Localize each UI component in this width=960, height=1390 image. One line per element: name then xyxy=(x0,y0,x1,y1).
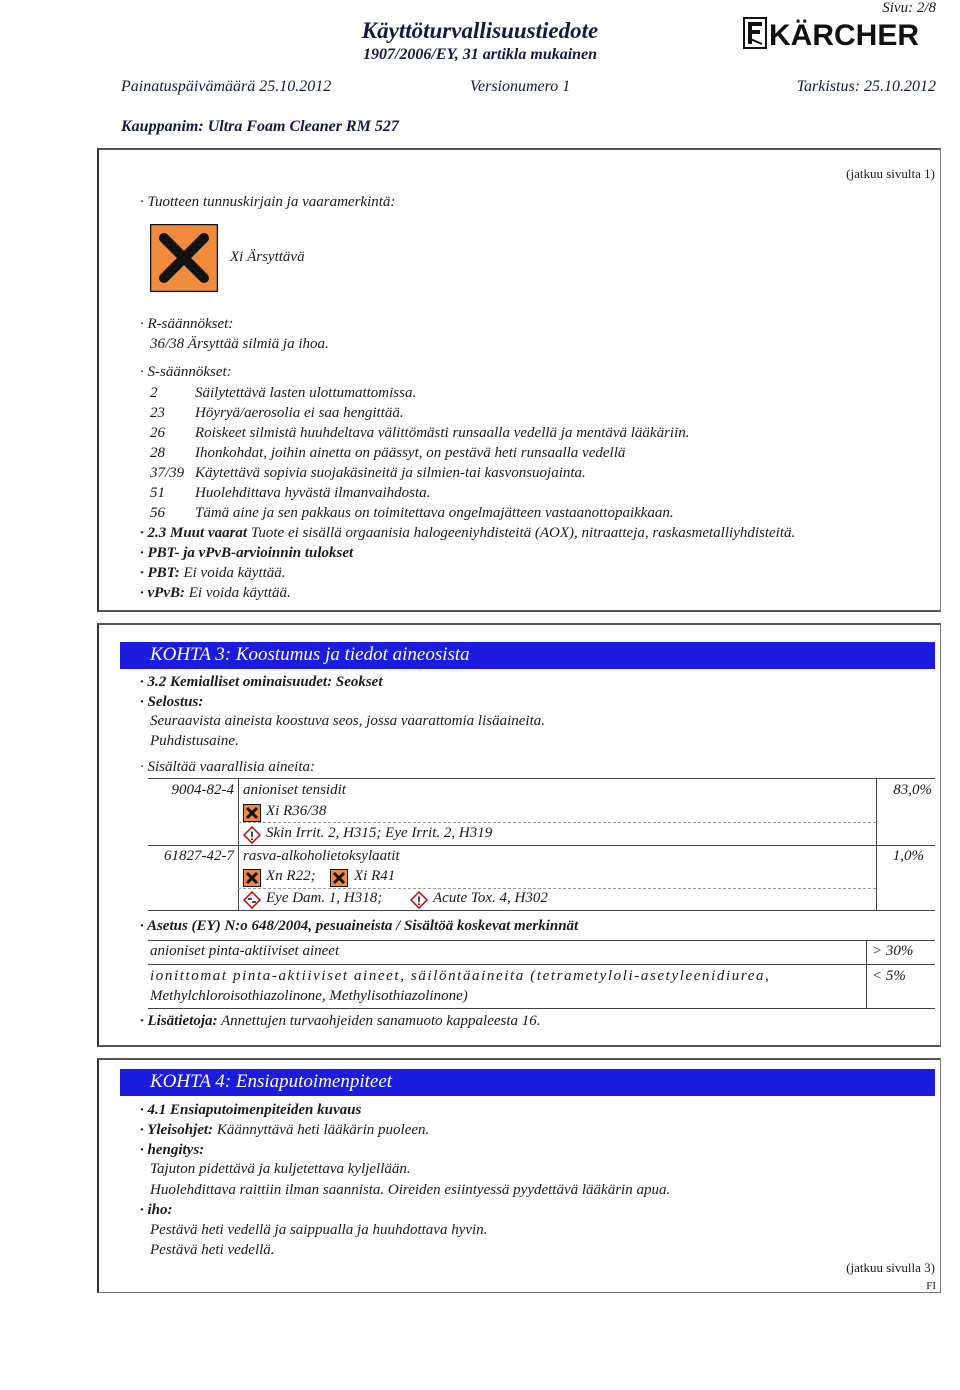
ingredient-name: rasva-alkoholietoksylaatit xyxy=(243,848,400,864)
s-phrase-num: 23 xyxy=(150,405,165,421)
corrosion-mini-icon xyxy=(243,891,261,914)
reg-row-text-2: Methylchloroisothiazolinone, Methylisothiazolinone) xyxy=(150,988,468,1004)
reg-row-value: < 5% xyxy=(872,968,906,984)
section-3-title: KOHTA 3: Koostumus ja tiedot aineosista xyxy=(150,644,470,665)
reg-top-rule xyxy=(148,940,935,941)
s-phrase-num: 51 xyxy=(150,485,165,501)
reg-bottom-rule xyxy=(148,1008,935,1009)
hazard-label: Xi Ärsyttävä xyxy=(230,249,305,265)
cas-number: 61827-42-7 xyxy=(164,848,234,864)
r-heading: · R-säännökset: xyxy=(140,316,234,332)
product-name: Kauppanim: Ultra Foam Cleaner RM 527 xyxy=(121,118,399,135)
pbt-result: · PBT: Ei voida käyttää. xyxy=(140,565,286,581)
s-phrase-num: 2 xyxy=(150,385,158,401)
page-number: Sivu: 2/8 xyxy=(882,0,936,16)
s-phrase-text: Säilytettävä lasten ulottumattomissa. xyxy=(195,385,417,401)
s-phrase-text: Käytettävä sopivia suojakäsineitä ja silmien-tai kasvonsuojainta. xyxy=(195,465,586,481)
ingredient-percent: 83,0% xyxy=(893,782,932,798)
classification-clp: Skin Irrit. 2, H315; Eye Irrit. 2, H319 xyxy=(266,825,493,841)
reg-row-value: > 30% xyxy=(872,943,914,959)
document-subtitle: 1907/2006/EY, 31 artikla mukainen xyxy=(362,46,598,63)
ingredient-name: anioniset tensidit xyxy=(243,782,346,798)
classification-clp: Acute Tox. 4, H302 xyxy=(433,890,548,906)
other-hazards: · 2.3 Muut vaarat Tuote ei sisällä orgaanisia halogeeniyhdisteitä (AOX), nitraatteja, raskasmetalliyhdisteitä. xyxy=(140,525,796,541)
language-code: FI xyxy=(926,1280,936,1292)
skin-label: · iho: xyxy=(140,1202,173,1218)
description-label: · Selostus: xyxy=(140,694,204,710)
description-text-2: Puhdistusaine. xyxy=(150,733,239,749)
composition-subsection: · 3.2 Kemialliset ominaisuudet: Seokset xyxy=(140,674,383,690)
hazard-pictogram-xi xyxy=(150,224,218,292)
reg-row-text: anioniset pinta-aktiiviset aineet xyxy=(150,943,340,959)
table-row-rule xyxy=(148,845,935,846)
section-4-title: KOHTA 4: Ensiaputoimenpiteet xyxy=(150,1071,393,1092)
s-phrase-text: Roiskeet silmistä huuhdeltava välittömästi runsaalla vedellä ja mentävä lääkäriin. xyxy=(195,425,690,441)
table-top-rule xyxy=(148,778,935,779)
breathing-text: Tajuton pidettävä ja kuljetettava kyljellään. xyxy=(150,1161,411,1177)
breathing-label: · hengitys: xyxy=(140,1142,205,1158)
svg-text:!: ! xyxy=(417,894,421,908)
print-date: Painatuspäivämäärä 25.10.2012 xyxy=(121,78,332,95)
general-advice: · Yleisohjet: Käännyttävä heti lääkärin puoleen. xyxy=(140,1122,430,1138)
cas-number: 9004-82-4 xyxy=(171,782,234,798)
s-heading: · S-säännökset: xyxy=(140,364,232,380)
svg-text:!: ! xyxy=(250,829,254,843)
xi-mini-icon xyxy=(330,869,348,892)
hazard-heading: · Tuotteen tunnuskirjain ja vaaramerkintä: xyxy=(140,194,396,210)
xi-mini-icon xyxy=(243,804,261,827)
skin-text: Pestävä heti vedellä. xyxy=(150,1242,275,1258)
regulation-label: · Asetus (EY) N:o 648/2004, pesuaineista / Sisältöä koskevat merkinnät xyxy=(140,918,579,934)
document-title: Käyttöturvallisuustiedote xyxy=(361,18,599,43)
additional-info: · Lisätietoja: Annettujen turvaohjeiden sanamuoto kappaleesta 16. xyxy=(140,1013,541,1029)
classification-dsd: Xi R41 xyxy=(354,868,396,884)
table-dash-rule xyxy=(238,822,876,823)
s-phrase-text: Tämä aine ja sen pakkaus on toimitettava ongelmajätteen vastaanottopaikkaan. xyxy=(195,505,674,521)
s-phrase-num: 56 xyxy=(150,505,165,521)
karcher-logo xyxy=(743,17,947,49)
classification-dsd: Xn R22; xyxy=(266,868,316,884)
exclamation-mini-icon xyxy=(243,826,261,849)
reg-row-rule xyxy=(148,964,935,965)
s-phrase-num: 26 xyxy=(150,425,165,441)
s-phrase-text: Huolehdittava hyvästä ilmanvaihdosta. xyxy=(195,485,431,501)
reg-row-text: ionittomat pinta-aktiiviset aineet, säilöntäaineita (tetrametyloli-asetyleenidiurea, xyxy=(150,968,771,984)
s-phrase-num: 28 xyxy=(150,445,165,461)
description-text: Seuraavista aineista koostuva seos, jossa vaarattomia lisäaineita. xyxy=(150,713,545,729)
table-col-rule xyxy=(238,778,239,910)
vpvb-result: · vPvB: Ei voida käyttää. xyxy=(140,585,291,601)
skin-text: Pestävä heti vedellä ja saippualla ja huuhdottava hyvin. xyxy=(150,1222,488,1238)
exclamation-mini-icon xyxy=(410,891,428,914)
s-phrase-text: Höyryä/aerosolia ei saa hengittää. xyxy=(195,405,404,421)
contains-label: · Sisältää vaarallisia aineita: xyxy=(140,759,315,775)
s-phrase-text: Ihonkohdat, joihin ainetta on päässyt, on pestävä heti runsaalla vedellä xyxy=(195,445,626,461)
s-phrase-num: 37/39 xyxy=(150,465,185,481)
breathing-text: Huolehdittava raittiin ilman saannista. Oireiden esiintyessä pyydettävä lääkärin apua. xyxy=(150,1182,671,1198)
continued-from: (jatkuu sivulta 1) xyxy=(846,166,935,181)
first-aid-subsection: · 4.1 Ensiaputoimenpiteiden kuvaus xyxy=(140,1102,362,1118)
ingredient-percent: 1,0% xyxy=(892,848,924,864)
table-col-rule xyxy=(876,778,877,910)
r-phrase: 36/38 Ärsyttää silmiä ja ihoa. xyxy=(150,336,329,352)
continued-to: (jatkuu sivulla 3) xyxy=(846,1260,935,1275)
reg-col-rule xyxy=(866,940,867,1008)
pbt-heading: · PBT- ja vPvB-arvioinnin tulokset xyxy=(140,545,354,561)
table-bottom-rule xyxy=(148,910,935,911)
version-number: Versionumero 1 xyxy=(470,78,571,95)
revision-date: Tarkistus: 25.10.2012 xyxy=(796,78,936,95)
classification-clp: Eye Dam. 1, H318; xyxy=(266,890,383,906)
xn-mini-icon xyxy=(243,869,261,892)
brand-wordmark: KÄRCHER xyxy=(769,19,919,49)
classification-dsd: Xi R36/38 xyxy=(266,803,327,819)
